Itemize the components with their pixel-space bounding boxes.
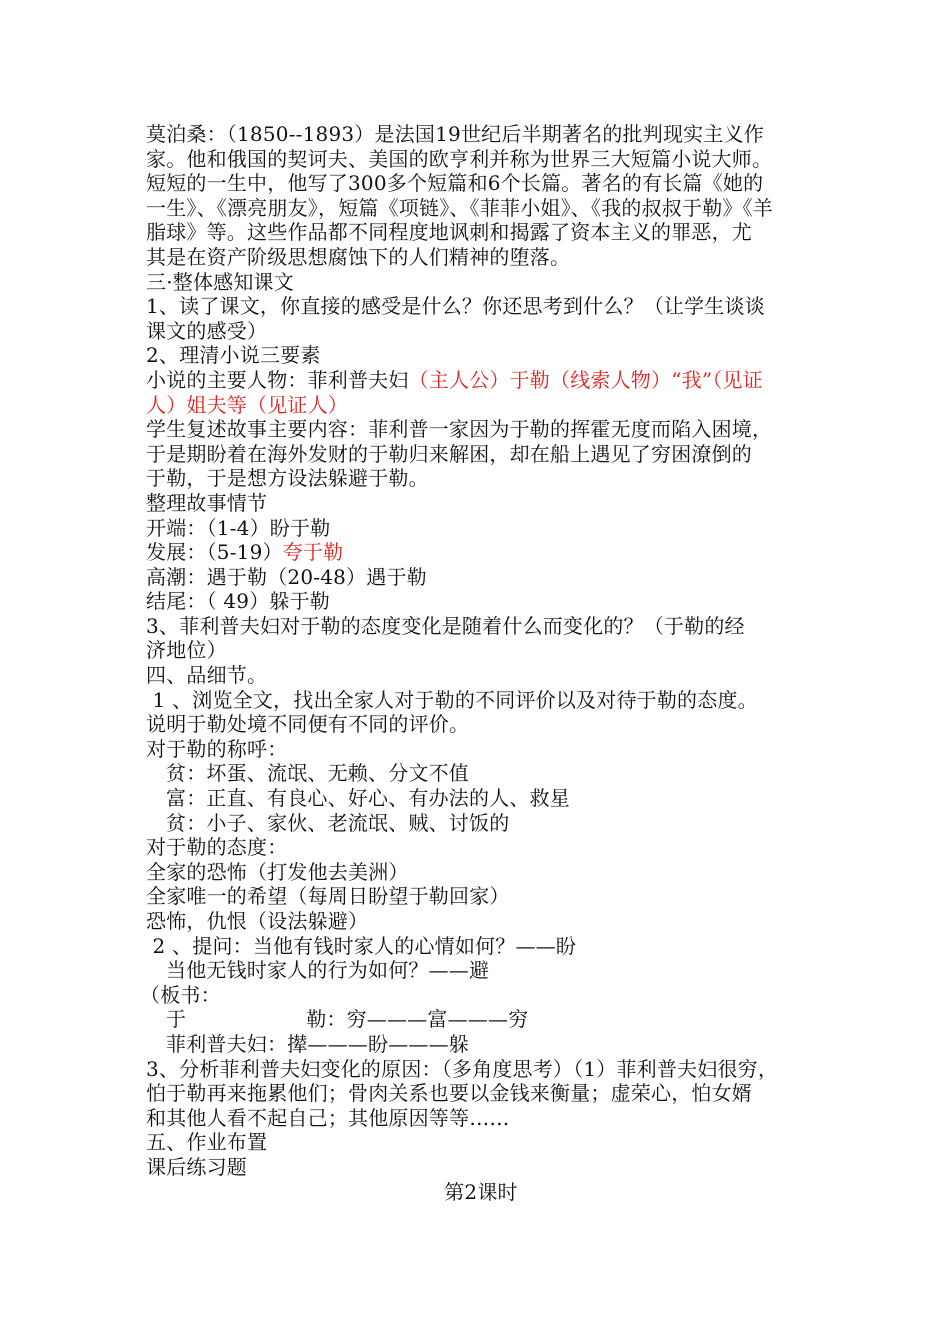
section3-q3: 3、菲利普夫妇对于勒的态度变化是随着什么而变化的？（于勒的经 bbox=[146, 613, 745, 638]
section4-p1: 1 、浏览全文，找出全家人对于勒的不同评价以及对待于勒的态度。 bbox=[146, 687, 758, 712]
characters-highlight: （主人公）于勒（线索人物）“我”（见证 bbox=[408, 367, 763, 392]
section4-q3: 怕于勒再来拖累他们；骨肉关系也要以金钱来衡量；虚荣心，怕女婿 bbox=[146, 1081, 752, 1106]
address-item: 贫：小子、家伙、老流氓、贼、讨饭的 bbox=[166, 810, 510, 835]
document-page bbox=[140, 122, 826, 1204]
address-item: 贫：坏蛋、流氓、无赖、分文不值 bbox=[166, 761, 469, 786]
board-row-label: 于 bbox=[166, 1007, 187, 1032]
section3-q1: 课文的感受） bbox=[146, 318, 268, 343]
section3-q2-heading: 2、理清小说三要素 bbox=[146, 343, 321, 368]
section4-q3: 和其他人看不起自己；其他原因等等…… bbox=[146, 1105, 510, 1130]
plot-heading: 整理故事情节 bbox=[146, 490, 268, 515]
attitude-item: 全家唯一的希望（每周日盼望于勒回家） bbox=[146, 884, 510, 909]
attitude-item: 恐怖，仇恨（设法躲避） bbox=[146, 909, 369, 933]
board-row-content: 勒：穷———富———穷 bbox=[306, 1007, 529, 1032]
retell-line: 于是期盼着在海外发财的于勒归来解困，却在船上遇见了穷困潦倒的 bbox=[146, 441, 752, 466]
attitude-item: 全家的恐怖（打发他去美洲） bbox=[146, 859, 409, 884]
board-row bbox=[146, 1007, 826, 1032]
section4-q2: 当他无钱时家人的行为如何？——避 bbox=[166, 958, 490, 983]
board-row: 菲利普夫妇：撵———盼———躲 bbox=[166, 1031, 469, 1056]
plot-develop-highlight: 夸于勒 bbox=[282, 540, 344, 565]
address-heading: 对于勒的称呼： bbox=[146, 736, 288, 761]
retell-line: 学生复述故事主要内容：菲利普一家因为于勒的挥霍无度而陷入困境， bbox=[146, 417, 773, 442]
section3-q1: 1、读了课文，你直接的感受是什么？你还思考到什么？（让学生谈谈 bbox=[146, 294, 765, 319]
plot-develop bbox=[146, 540, 826, 565]
section3-q3: 济地位） bbox=[146, 638, 227, 663]
section4-p1: 说明于勒处境不同便有不同的评价。 bbox=[146, 712, 470, 737]
section4-q2: 2 、提问：当他有钱时家人的心情如何？——盼 bbox=[146, 933, 577, 958]
retell-line: 于勒，于是想方设法躲避于勒。 bbox=[146, 466, 429, 491]
board-heading: （板书： bbox=[140, 982, 221, 1007]
section4-heading: 四、品细节。 bbox=[146, 663, 268, 688]
intro-line: 其是在资产阶级思想腐蚀下的人们精神的堕落。 bbox=[146, 244, 571, 269]
section5-content: 课后练习题 bbox=[146, 1154, 247, 1179]
plot-climax: 高潮：遇于勒（20-48）遇于勒 bbox=[146, 564, 427, 589]
characters-highlight: 人）姐夫等（见证人） bbox=[146, 392, 348, 417]
section4-q3: 3、分析菲利普夫妇变化的原因：（多角度思考）（1）菲利普夫妇很穷， bbox=[146, 1056, 779, 1081]
intro-paragraph bbox=[146, 122, 826, 270]
plot-ending: 结尾：（ 49）躲于勒 bbox=[146, 589, 331, 614]
intro-line: 短短的一生中，他写了300多个短篇和6个长篇。著名的有长篇《她的 bbox=[146, 171, 764, 196]
section5-heading: 五、作业布置 bbox=[146, 1130, 268, 1155]
lesson-footer: 第2课时 bbox=[444, 1179, 518, 1204]
intro-line: 脂球》等。这些作品都不同程度地讽刺和揭露了资本主义的罪恶，尤 bbox=[146, 220, 752, 245]
intro-line: 家。他和俄国的契诃夫、美国的欧亨利并称为世界三大短篇小说大师。 bbox=[146, 146, 773, 171]
intro-line: 一生》、《漂亮朋友》，短篇《项链》、《菲菲小姐》、《我的叔叔于勒》《羊 bbox=[146, 195, 773, 220]
intro-line: 莫泊桑：（1850--1893）是法国19世纪后半期著名的批判现实主义作 bbox=[146, 122, 764, 146]
plot-start: 开端：（1-4）盼于勒 bbox=[146, 515, 331, 540]
characters-prefix: 小说的主要人物：菲利普夫妇 bbox=[146, 367, 409, 392]
characters-line bbox=[146, 368, 826, 393]
plot-develop-prefix: 发展：（5-19） bbox=[146, 540, 283, 565]
address-item: 富：正直、有良心、好心、有办法的人、救星 bbox=[166, 786, 570, 811]
section3-heading: 三·整体感知课文 bbox=[146, 269, 294, 294]
attitude-heading: 对于勒的态度： bbox=[146, 835, 288, 860]
